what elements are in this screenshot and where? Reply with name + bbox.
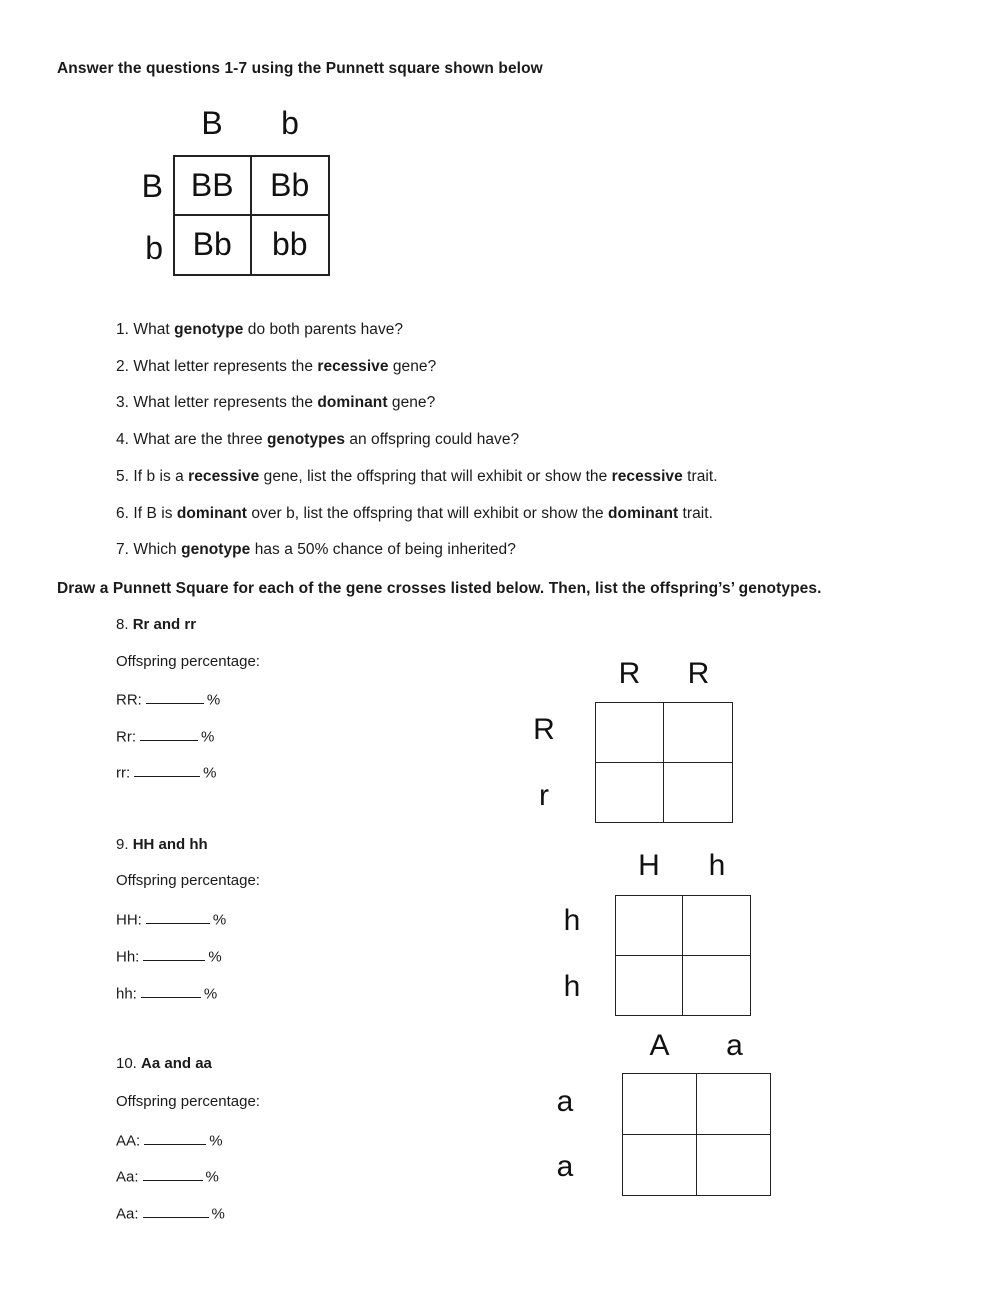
problem-9-row-2 [116,946,222,965]
problem-9-row-3 [116,983,217,1002]
problem-8-grid [595,702,733,823]
example-side-label-1: B [141,168,163,204]
problem-9-cell-2[interactable] [683,896,750,956]
draw-instruction: Draw a Punnett Square for each of the gene crosses listed below. Then, list the offspring’s’ genotypes. [57,580,822,597]
question-1-pre: What [133,321,175,338]
question-6 [116,505,713,523]
question-5-keyword-2: recessive [611,468,683,485]
problem-9-cell-3[interactable] [616,956,683,1016]
problem-9-row-2-blank[interactable] [143,946,205,961]
question-3-number: 3. [116,394,130,411]
problem-9-heading [116,836,208,853]
problem-8-top-label-2: R [687,657,710,690]
problem-10-percent-heading: Offspring percentage: [116,1093,260,1110]
question-4-post: an offspring could have? [345,431,520,448]
problem-9-number: 9. [116,836,129,853]
question-2-number: 2. [116,358,130,375]
question-2-post: gene? [388,358,437,375]
problem-9-cell-1[interactable] [616,896,683,956]
problem-10-heading [116,1055,212,1072]
question-5-number: 5. [116,468,130,485]
question-3-pre: What letter represents the [133,394,318,411]
problem-10-row-2-blank[interactable] [143,1166,203,1181]
problem-10-row-1 [116,1130,223,1149]
problem-10-row-1-blank[interactable] [144,1130,206,1145]
question-5-keyword-1: recessive [188,468,260,485]
problem-9-percent-heading: Offspring percentage: [116,872,260,889]
problem-9-cross: HH and hh [132,836,208,853]
problem-10-row-3-unit: % [211,1205,225,1223]
problem-9-cell-4[interactable] [683,956,750,1016]
problem-10-top-label-1: A [649,1029,670,1062]
question-6-keyword-1: dominant [176,505,248,522]
question-7-keyword: genotype [181,541,251,558]
problem-10-row-3-blank[interactable] [143,1203,209,1218]
problem-10-side-label-2: a [556,1150,574,1183]
problem-9-side-label-1: h [563,904,581,937]
problem-8-number: 8. [116,616,129,633]
question-6-post: over b, list the offspring that will exhibit or show the [247,505,609,522]
problem-8-side-label-1: R [533,713,555,746]
problem-10-number: 10. [116,1055,137,1072]
problem-8-cell-1[interactable] [596,703,664,763]
problem-9-row-3-unit: % [203,985,218,1003]
example-cell-3: Bb [175,216,252,275]
question-5-pre: If b is a [133,468,189,485]
problem-8-heading [116,616,196,633]
question-2 [116,358,436,376]
question-3-post: gene? [387,394,436,411]
problem-10-cell-1[interactable] [623,1074,697,1135]
problem-8-cell-3[interactable] [596,763,664,823]
question-6-number: 6. [116,505,130,522]
question-4-number: 4. [116,431,130,448]
problem-10-cell-4[interactable] [697,1135,771,1196]
problem-10-row-1-unit: % [209,1132,223,1150]
problem-10-row-2-label: Aa: [116,1168,139,1186]
problem-8-row-2 [116,726,214,745]
problem-8-cell-4[interactable] [664,763,732,823]
example-cell-1: BB [175,157,252,216]
problem-10-side-label-1: a [556,1085,574,1118]
question-7 [116,541,516,559]
problem-10-grid [622,1073,771,1196]
question-2-keyword: recessive [317,358,389,375]
problem-8-row-2-blank[interactable] [140,726,198,741]
problem-8-cell-2[interactable] [664,703,732,763]
problem-9-side-label-2: h [563,970,581,1003]
problem-9-grid [615,895,751,1016]
problem-8-row-2-unit: % [201,728,215,746]
problem-8-row-3-unit: % [203,764,217,782]
question-5-post: gene, list the offspring that will exhibit or show the [259,468,612,485]
problem-9-row-1-unit: % [212,911,227,929]
question-3 [116,394,435,412]
problem-8-row-2-label: Rr: [116,728,136,746]
question-4-pre: What are the three [133,431,268,448]
problem-8-row-3-blank[interactable] [134,762,200,777]
problem-8-side-label-2: r [539,779,549,812]
problem-10-top-label-2: a [726,1029,743,1062]
problem-8-row-3-label: rr: [116,764,131,782]
problem-9-row-1-label: HH: [116,911,142,929]
example-grid [173,155,330,276]
problem-8-row-1 [116,689,220,708]
question-5 [116,468,718,486]
problem-9-row-3-label: hh: [116,985,137,1003]
problem-8-row-1-unit: % [206,691,221,709]
problem-8-cross: Rr and rr [132,616,197,633]
question-6-pre: If B is [133,505,177,522]
question-1-post: do both parents have? [243,321,404,338]
problem-9-row-2-label: Hh: [116,948,140,966]
problem-9-row-2-unit: % [208,948,222,966]
question-5-post-2: trait. [682,468,718,485]
question-7-pre: Which [133,541,182,558]
example-cell-4: bb [271,226,308,263]
problem-10-cell-3[interactable] [623,1135,697,1196]
example-top-label-1: B [201,105,223,141]
problem-8-top-label-1: R [618,657,641,690]
question-1 [116,321,403,339]
problem-10-cell-2[interactable] [697,1074,771,1135]
problem-8-row-3 [116,762,217,781]
question-7-number: 7. [116,541,130,558]
problem-10-row-2 [116,1166,219,1185]
question-2-pre: What letter represents the [133,358,318,375]
problem-8-row-1-blank[interactable] [146,689,204,704]
question-1-number: 1. [116,321,130,338]
problem-9-row-1-blank[interactable] [146,909,210,924]
question-3-keyword: dominant [317,394,388,411]
problem-9-top-label-2: h [708,849,726,882]
problem-10-row-1-label: AA: [116,1132,141,1150]
example-cell-2: Bb [252,157,329,216]
problem-9-row-3-blank[interactable] [141,983,201,998]
problem-10-cross: Aa and aa [141,1055,212,1072]
question-1-keyword: genotype [174,321,244,338]
problem-9-row-1 [116,909,226,928]
question-6-keyword-2: dominant [608,505,679,522]
question-4-keyword: genotypes [267,431,345,448]
question-7-post: has a 50% chance of being inherited? [250,541,516,558]
problem-10-row-3 [116,1203,225,1222]
question-6-post-2: trait. [678,505,713,522]
example-top-label-2: b [281,105,299,141]
example-side-label-2: b [145,230,163,266]
problem-8-percent-heading: Offspring percentage: [116,653,260,670]
problem-10-row-2-unit: % [205,1168,219,1186]
question-4 [116,431,519,449]
problem-8-row-1-label: RR: [116,691,142,709]
header-instruction: Answer the questions 1-7 using the Punnett square shown below [57,60,543,77]
problem-9-top-label-1: H [638,849,660,882]
problem-10-row-3-label: Aa: [116,1205,139,1223]
